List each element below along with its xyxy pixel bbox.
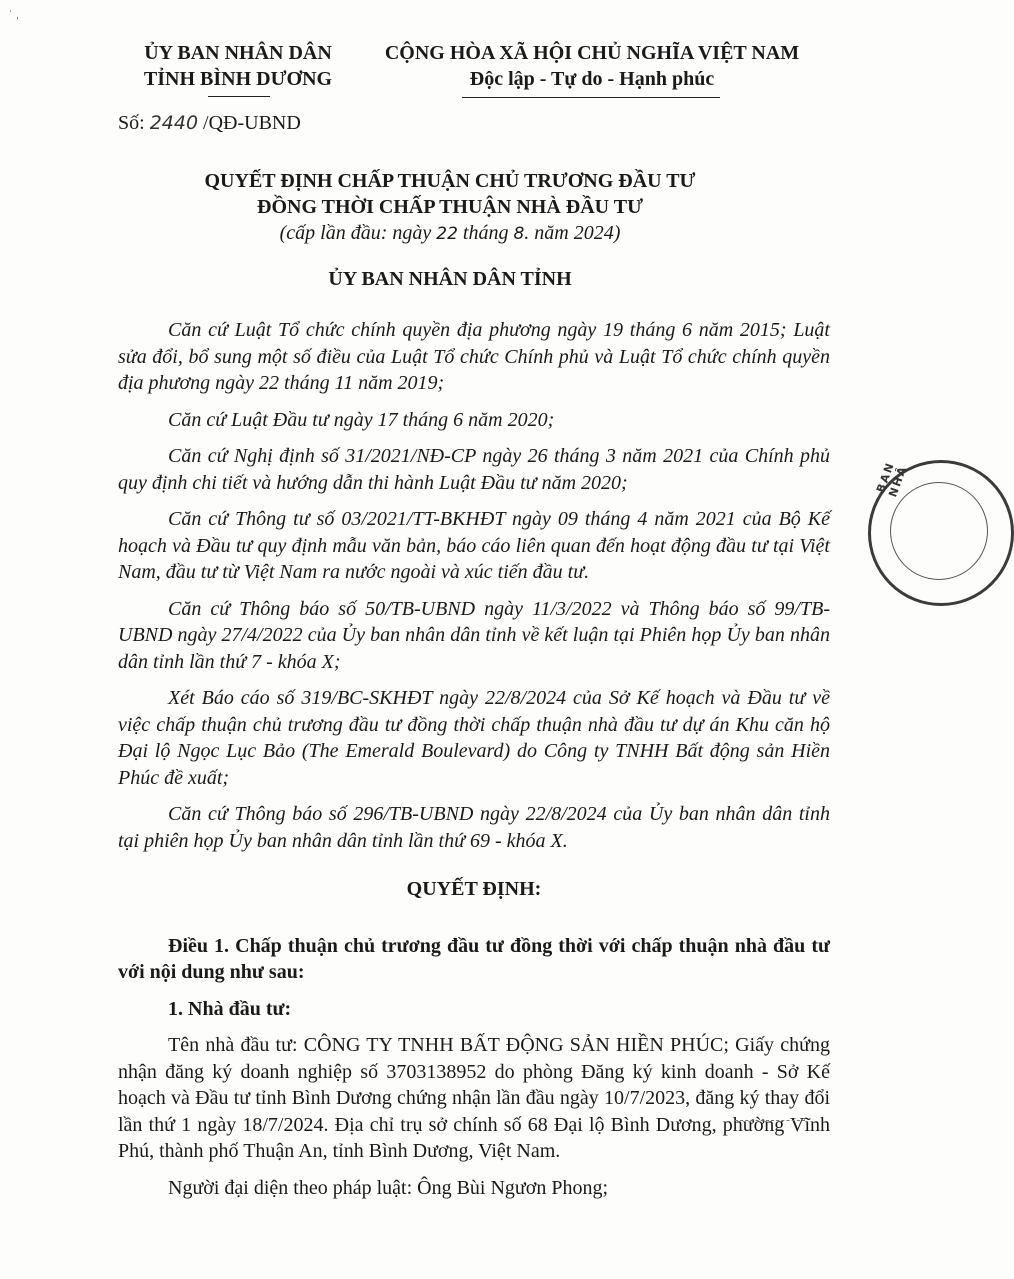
scan-specks: ˙ ˌ bbox=[8, 10, 19, 21]
doc-number-prefix: Số: bbox=[118, 112, 145, 134]
legal-basis-5: Căn cứ Thông báo số 50/TB-UBND ngày 11/3/2022 và Thông báo số 99/TB-UBND ngày 27/4/2022 của Ủy ban nhân dân tỉnh về kết luận tại Phiên họp Ủy ban nhân dân tỉnh lần thứ 7 - khóa X; bbox=[118, 597, 830, 673]
official-seal-inner-ring bbox=[890, 482, 988, 580]
article-1: Điều 1. Chấp thuận chủ trương đầu tư đồng thời với chấp thuận nhà đầu tư với nội dung như sau: bbox=[118, 934, 830, 983]
authority-heading: ỦY BAN NHÂN DÂN TỈNH bbox=[328, 268, 572, 290]
legal-basis-1: Căn cứ Luật Tổ chức chính quyền địa phương ngày 19 tháng 6 năm 2015; Luật sửa đổi, bổ sung một số điều của Luật Tổ chức Chính phủ và Luật Tổ chức chính quyền địa phương ngày 22 tháng 11 năm 2019; bbox=[118, 319, 830, 394]
issuing-authority bbox=[118, 40, 358, 92]
issue-month-handwritten: 8 bbox=[513, 224, 525, 244]
document-body bbox=[118, 317, 830, 1211]
issue-date-suffix: . năm 2024) bbox=[524, 222, 621, 244]
legal-basis-3: Căn cứ Nghị định số 31/2021/NĐ-CP ngày 26 tháng 3 năm 2021 của Chính phủ quy định chi tiết và hướng dẫn thi hành Luật Đầu tư năm 2020; bbox=[118, 445, 830, 494]
issuing-authority-line2: TỈNH BÌNH DƯƠNG bbox=[143, 68, 333, 90]
title-line2: ĐỒNG THỜI CHẤP THUẬN NHÀ ĐẦU TƯ bbox=[257, 196, 643, 218]
national-motto: Độc lập - Tự do - Hạnh phúc bbox=[469, 68, 715, 90]
scan-mark bbox=[735, 1120, 805, 1121]
issue-date-month-label: tháng bbox=[462, 222, 509, 244]
document-title bbox=[0, 168, 900, 247]
legal-representative: Người đại diện theo pháp luật: Ông Bùi Ngươn Phong; bbox=[168, 1176, 609, 1199]
investor-info: Tên nhà đầu tư: CÔNG TY TNHH BẤT ĐỘNG SẢN HIỀN PHÚC; Giấy chứng nhận đăng ký doanh nghiệp số 3703138952 do phòng Đăng ký kinh doanh - Sở Kế hoạch và Đầu tư tỉnh Bình Dương chứng nhận lần đầu ngày 10/7/2023, đăng ký thay đổi lần thứ 1 ngày 18/7/2024. Địa chỉ trụ sở chính số 68 Đại lộ Bình Dương, phường Vĩnh Phú, thành phố Thuận An, tỉnh Bình Dương, Việt Nam. bbox=[118, 1034, 830, 1162]
official-seal-text: BAN NHÂ bbox=[874, 459, 910, 499]
doc-number-handwritten: 2440 bbox=[149, 112, 199, 134]
issuing-authority-line1: ỦY BAN NHÂN DÂN bbox=[144, 42, 332, 64]
legal-basis-6: Xét Báo cáo số 319/BC-SKHĐT ngày 22/8/2024 của Sở Kế hoạch và Đầu tư về việc chấp thuận chủ trương đầu tư đồng thời chấp thuận nhà đầu tư dự án Khu căn hộ Đại lộ Ngọc Lục Bảo (The Emerald Boulevard) do Công ty TNHH Bất động sản Hiền Phúc đề xuất; bbox=[118, 687, 830, 789]
title-issue-date bbox=[0, 220, 900, 247]
motto-underline bbox=[462, 97, 720, 98]
legal-basis-7: Căn cứ Thông báo số 296/TB-UBND ngày 22/8/2024 của Ủy ban nhân dân tỉnh tại phiên họp Ủy ban nhân dân tỉnh lần thứ 69 - khóa X. bbox=[118, 803, 830, 852]
document-number bbox=[118, 112, 301, 135]
authority-underline bbox=[208, 96, 270, 97]
decision-heading: QUYẾT ĐỊNH: bbox=[406, 878, 542, 900]
section-1-heading: 1. Nhà đầu tư: bbox=[168, 997, 292, 1020]
issue-date-prefix: (cấp lần đầu: ngày bbox=[279, 222, 432, 244]
issue-day-handwritten: 22 bbox=[436, 224, 458, 244]
legal-basis-4: Căn cứ Thông tư số 03/2021/TT-BKHĐT ngày 09 tháng 4 năm 2021 của Bộ Kế hoạch và Đầu tư quy định mẫu văn bản, báo cáo liên quan đến hoạt động đầu tư tại Việt Nam, đầu tư từ Việt Nam ra nước ngoài và xúc tiến đầu tư. bbox=[118, 508, 830, 583]
doc-number-suffix: /QĐ-UBND bbox=[203, 112, 301, 134]
title-line1: QUYẾT ĐỊNH CHẤP THUẬN CHỦ TRƯƠNG ĐẦU TƯ bbox=[204, 170, 696, 192]
national-header bbox=[362, 40, 822, 92]
national-title: CỘNG HÒA XÃ HỘI CHỦ NGHĨA VIỆT NAM bbox=[384, 42, 800, 64]
legal-basis-2: Căn cứ Luật Đầu tư ngày 17 tháng 6 năm 2020; bbox=[168, 408, 555, 431]
